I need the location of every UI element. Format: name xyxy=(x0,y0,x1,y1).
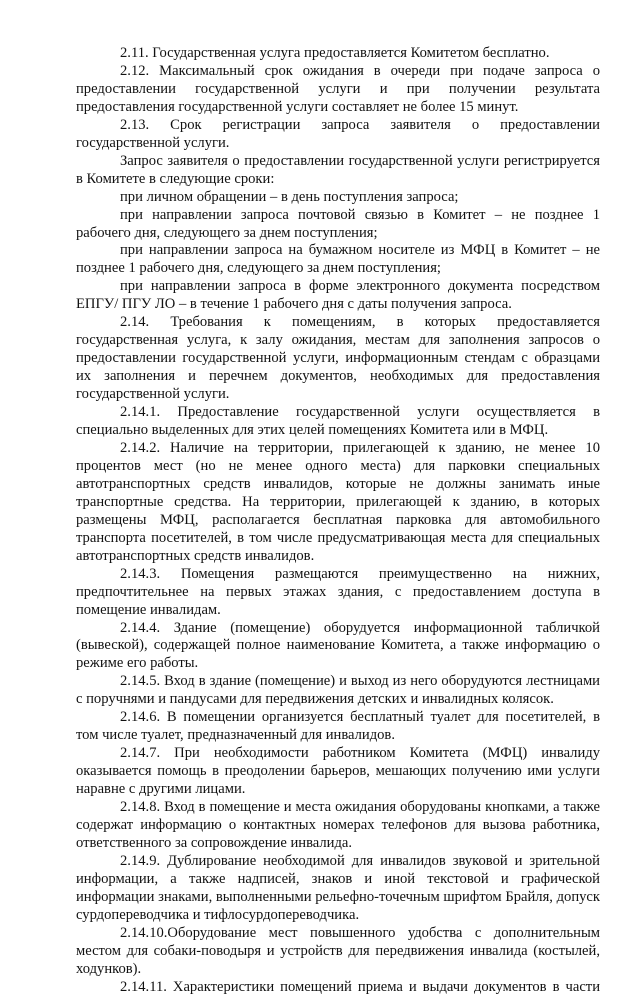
paragraph-2-14: 2.14. Требования к помещениям, в которых предоставляется государственная услуга, к залу ожидания, местам для заполнения запросов о предоставлении государственной услуги, информационным стендам с образцами их заполнения и перечнем документов, необходимых для предоставления государственной услуги. xyxy=(76,314,600,403)
paragraph-registration-mfc: при направлении запроса на бумажном носителе из МФЦ в Комитет – не позднее 1 рабочего дня, следующего за днем поступления; xyxy=(76,242,600,277)
paragraph-registration-electronic: при направлении запроса в форме электронного документа посредством ЕПГУ/ ПГУ ЛО – в течение 1 рабочего дня с даты получения запроса. xyxy=(76,278,600,313)
paragraph-2-14-11: 2.14.11. Характеристики помещений приема и выдачи документов в части xyxy=(120,978,600,995)
paragraph-2-14-10: 2.14.10.Оборудование мест повышенного удобства с дополнительным местом для собаки-поводыря и устройств для передвижения инвалида (костылей, ходунков). xyxy=(76,924,600,977)
paragraph-2-14-2: 2.14.2. Наличие на территории, прилегающей к зданию, не менее 10 процентов мест (но не менее одного места) для парковки специальных автотранспортных средств инвалидов, которые не должны занимать иные транспортные средства. На территории, прилегающей к зданию, в которых размещены МФЦ, располагается бесплатная парковка для автомобильного транспорта посетителей, в том числе предусматривающая места для специальных автотранспортных средств инвалидов. xyxy=(76,439,600,564)
paragraph-2-14-9: 2.14.9. Дублирование необходимой для инвалидов звуковой и зрительной информации, а также надписей, знаков и иной текстовой и графической информации знаками, выполненными рельефно-точечным шрифтом Брайля, допуск сурдопереводчика и тифлосурдопереводчика. xyxy=(76,852,600,923)
paragraph-registration-post: при направлении запроса почтовой связью в Комитет – не позднее 1 рабочего дня, следующего за днем поступления; xyxy=(76,206,600,241)
paragraph-2-14-3: 2.14.3. Помещения размещаются преимущественно на нижних, предпочтительнее на первых этажах здания, с предоставлением доступа в помещение инвалидам. xyxy=(76,565,600,618)
document-body xyxy=(76,45,600,997)
paragraph-2-14-1: 2.14.1. Предоставление государственной услуги осуществляется в специально выделенных для этих целей помещениях Комитета или в МФЦ. xyxy=(76,404,600,439)
paragraph-2-14-4: 2.14.4. Здание (помещение) оборудуется информационной табличкой (вывеской), содержащей полное наименование Комитета, а также информацию о режиме его работы. xyxy=(76,619,600,672)
paragraph-2-13: 2.13. Срок регистрации запроса заявителя о предоставлении государственной услуги. xyxy=(76,116,600,151)
paragraph-2-14-6: 2.14.6. В помещении организуется бесплатный туалет для посетителей, в том числе туалет, предназначенный для инвалидов. xyxy=(76,709,600,744)
paragraph-registration-intro: Запрос заявителя о предоставлении государственной услуги регистрируется в Комитете в следующие сроки: xyxy=(76,152,600,187)
paragraph-2-11: 2.11. Государственная услуга предоставляется Комитетом бесплатно. xyxy=(120,45,550,61)
paragraph-2-12: 2.12. Максимальный срок ожидания в очереди при подаче запроса о предоставлении государственной услуги и при получении результата предоставления государственной услуги составляет не более 15 минут. xyxy=(76,62,600,115)
paragraph-registration-personal: при личном обращении – в день поступления запроса; xyxy=(120,188,459,205)
paragraph-2-14-7: 2.14.7. При необходимости работником Комитета (МФЦ) инвалиду оказывается помощь в преодолении барьеров, мешающих получению ими услуги наравне с другими лицами. xyxy=(76,745,600,798)
paragraph-2-14-5: 2.14.5. Вход в здание (помещение) и выход из него оборудуются лестницами с поручнями и пандусами для передвижения детских и инвалидных колясок. xyxy=(76,673,600,708)
paragraph-2-14-8: 2.14.8. Вход в помещение и места ожидания оборудованы кнопками, а также содержат информацию о контактных номерах телефонов для вызова работника, ответственного за сопровождение инвалида. xyxy=(76,799,600,851)
